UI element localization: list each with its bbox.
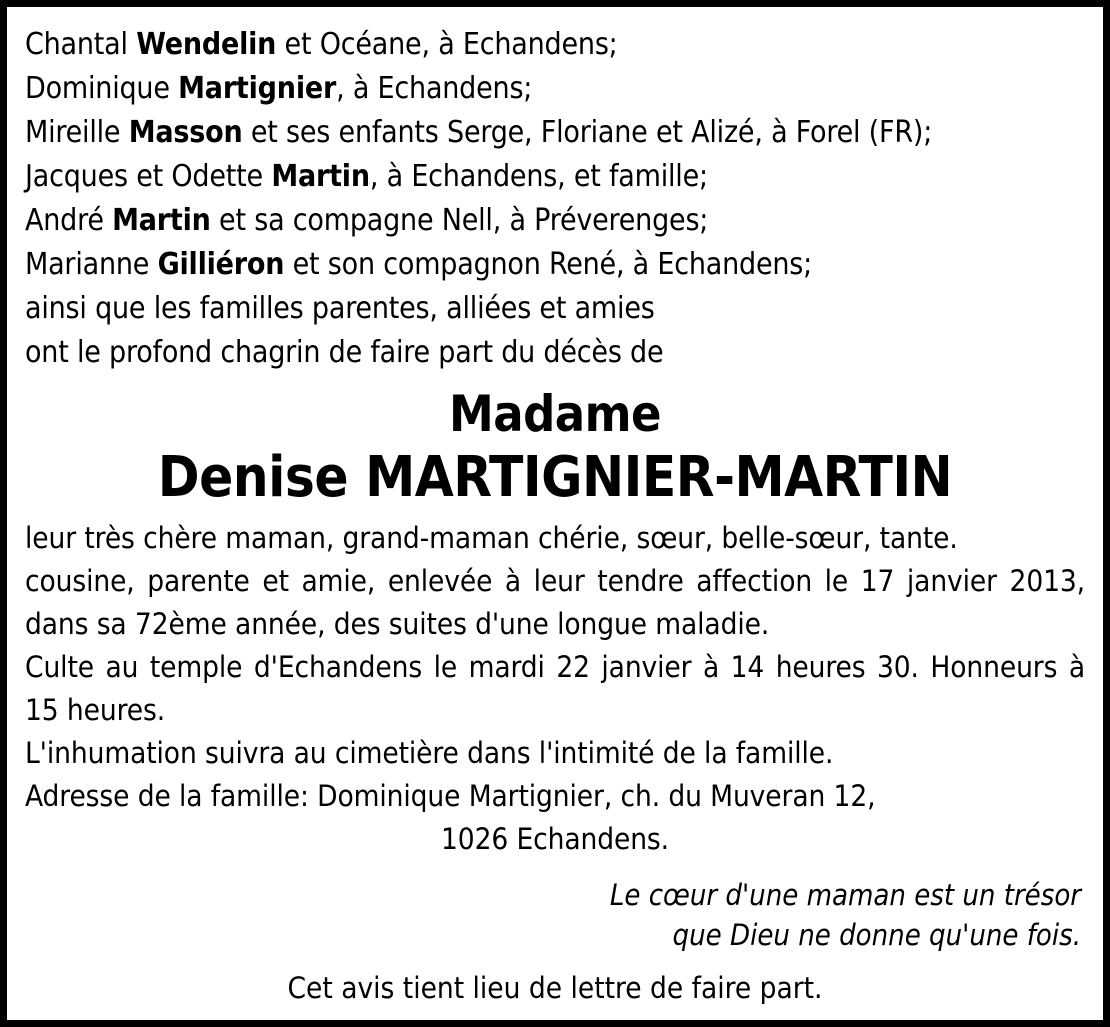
- survivor-line-suffix: , à Echandens, et famille;: [369, 159, 708, 194]
- body-paragraph-burial: L'inhumation suivra au cimetière dans l'intimité de la famille.: [25, 736, 834, 770]
- survivor-line-prefix: Dominique: [25, 71, 179, 106]
- survivor-line-prefix: ainsi que les familles parentes, alliées et amies: [25, 291, 655, 326]
- deceased-title-block: [25, 385, 1085, 509]
- survivor-surname: Martin: [271, 159, 370, 194]
- survivor-surname: Masson: [128, 115, 243, 150]
- quote-line: que Dieu ne donne qu'une fois.: [672, 918, 1081, 952]
- quote-line: Le cœur d'une maman est un trésor: [609, 878, 1081, 912]
- survivor-line: [25, 111, 1085, 155]
- survivor-line-suffix: et Océane, à Echandens;: [276, 27, 618, 62]
- announcement-text: ont le profond chagrin de faire part du décès de: [25, 335, 664, 370]
- survivor-line-prefix: Jacques et Odette: [25, 159, 272, 194]
- survivor-line-suffix: , à Echandens;: [336, 71, 533, 106]
- survivor-line-suffix: et sa compagne Nell, à Préverenges;: [210, 203, 709, 238]
- body-paragraph-service: Culte au temple d'Echandens le mardi 22 janvier à 14 heures 30. Honneurs à 15 heures.: [25, 650, 1085, 727]
- survivor-surname: Martignier: [178, 71, 337, 106]
- body-paragraph-address-city: 1026 Echandens.: [441, 822, 669, 856]
- survivor-line-prefix: Marianne: [25, 247, 158, 282]
- body-paragraph-address: Adresse de la famille: Dominique Martignier, ch. du Muveran 12,: [25, 779, 876, 813]
- deceased-name: Denise MARTIGNIER-MARTIN: [157, 445, 953, 510]
- closing-statement: Cet avis tient lieu de lettre de faire part.: [287, 971, 823, 1005]
- survivor-line: [25, 243, 1085, 287]
- survivor-line: [25, 23, 1085, 67]
- survivor-surname: Martin: [112, 203, 211, 238]
- survivors-list: [25, 23, 1085, 375]
- announcement-line: [25, 331, 1085, 375]
- memorial-quote: [25, 875, 1085, 955]
- survivor-line: [25, 199, 1085, 243]
- survivor-line: [25, 155, 1085, 199]
- body-paragraph-relation: leur très chère maman, grand-maman chérie, sœur, belle-sœur, tante.: [25, 521, 958, 555]
- survivor-line-prefix: Chantal: [25, 27, 137, 62]
- survivor-surname: Gilliéron: [157, 247, 285, 282]
- honorific: Madame: [448, 385, 662, 443]
- survivor-line-prefix: Mireille: [25, 115, 129, 150]
- survivor-line-suffix: et ses enfants Serge, Floriane et Alizé, à Forel (FR);: [242, 115, 933, 150]
- body-paragraph-death-details: cousine, parente et amie, enlevée à leur tendre affection le 17 janvier 2013, dans sa 72ème année, des suites d'une longue maladie.: [25, 564, 1085, 641]
- survivor-line-suffix: et son compagnon René, à Echandens;: [284, 247, 813, 282]
- survivor-line-families: [25, 287, 1085, 331]
- notice-body: [25, 517, 1085, 861]
- survivor-surname: Wendelin: [136, 27, 277, 62]
- survivor-line-prefix: André: [25, 203, 113, 238]
- survivor-line: [25, 67, 1085, 111]
